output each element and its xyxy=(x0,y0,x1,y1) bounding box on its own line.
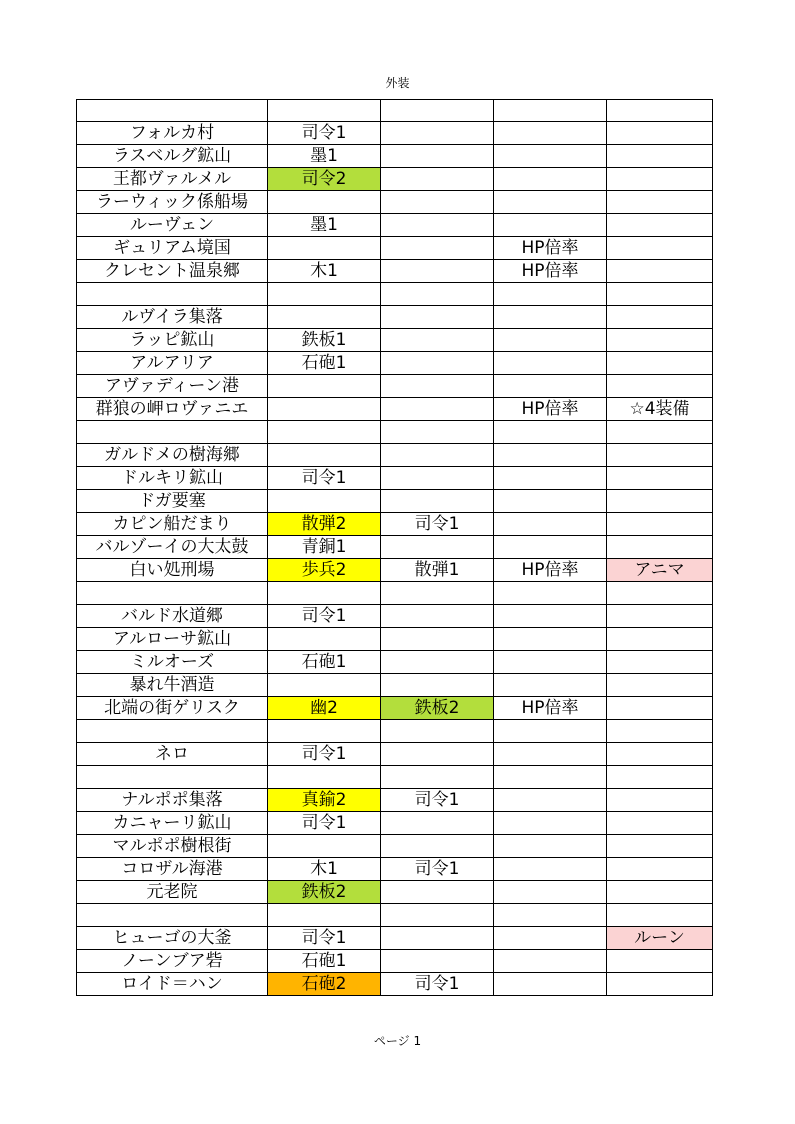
value-cell: ☆4装備 xyxy=(607,398,713,421)
value-cell xyxy=(607,582,713,605)
value-cell xyxy=(381,260,494,283)
value-cell: 真鍮2 xyxy=(268,789,381,812)
page-header: 外装 xyxy=(385,76,410,90)
table-row xyxy=(77,237,713,260)
value-cell xyxy=(268,191,381,214)
value-cell xyxy=(607,145,713,168)
value-cell xyxy=(494,467,607,490)
location-name-cell: カピン船だまり xyxy=(77,513,268,536)
value-cell xyxy=(607,789,713,812)
value-cell: HP倍率 xyxy=(494,237,607,260)
value-cell xyxy=(268,628,381,651)
value-cell: 石砲2 xyxy=(268,973,381,996)
value-cell xyxy=(494,973,607,996)
location-name-cell: ノーンブア砦 xyxy=(77,950,268,973)
value-cell: 司令1 xyxy=(268,812,381,835)
value-cell: HP倍率 xyxy=(494,559,607,582)
value-cell: 司令1 xyxy=(268,605,381,628)
value-cell: 歩兵2 xyxy=(268,559,381,582)
value-cell: HP倍率 xyxy=(494,398,607,421)
value-cell xyxy=(381,490,494,513)
value-cell xyxy=(607,881,713,904)
value-cell: 青銅1 xyxy=(268,536,381,559)
value-cell xyxy=(381,237,494,260)
value-cell xyxy=(494,352,607,375)
value-cell xyxy=(494,950,607,973)
location-name-cell: バルゾーイの大太鼓 xyxy=(77,536,268,559)
table-row xyxy=(77,306,713,329)
value-cell xyxy=(381,444,494,467)
table-row xyxy=(77,812,713,835)
value-cell xyxy=(607,651,713,674)
value-cell xyxy=(268,835,381,858)
value-cell xyxy=(607,605,713,628)
location-name-cell xyxy=(77,582,268,605)
value-cell xyxy=(607,858,713,881)
value-cell xyxy=(381,674,494,697)
value-cell xyxy=(494,283,607,306)
value-cell xyxy=(268,237,381,260)
location-name-cell: 元老院 xyxy=(77,881,268,904)
table-row xyxy=(77,467,713,490)
value-cell: 散弾1 xyxy=(381,559,494,582)
table-row xyxy=(77,444,713,467)
value-cell xyxy=(494,743,607,766)
value-cell: 石砲1 xyxy=(268,352,381,375)
value-cell xyxy=(381,398,494,421)
table-row xyxy=(77,651,713,674)
value-cell: 墨1 xyxy=(268,145,381,168)
location-name-cell xyxy=(77,720,268,743)
value-cell xyxy=(494,904,607,927)
value-cell xyxy=(607,352,713,375)
location-name-cell: 暴れ牛酒造 xyxy=(77,674,268,697)
value-cell xyxy=(607,490,713,513)
value-cell xyxy=(494,122,607,145)
value-cell xyxy=(381,191,494,214)
value-cell xyxy=(494,674,607,697)
table-row xyxy=(77,375,713,398)
value-cell xyxy=(607,467,713,490)
table-row xyxy=(77,904,713,927)
value-cell xyxy=(494,329,607,352)
table-row xyxy=(77,513,713,536)
value-cell xyxy=(607,168,713,191)
value-cell xyxy=(607,214,713,237)
table-row xyxy=(77,927,713,950)
value-cell xyxy=(381,122,494,145)
table-row xyxy=(77,329,713,352)
value-cell xyxy=(268,306,381,329)
table-row xyxy=(77,490,713,513)
spreadsheet-table xyxy=(76,99,713,996)
table-row xyxy=(77,789,713,812)
table-row xyxy=(77,697,713,720)
value-cell xyxy=(607,950,713,973)
location-name-cell xyxy=(77,766,268,789)
value-cell xyxy=(607,720,713,743)
value-cell: 鉄板2 xyxy=(268,881,381,904)
value-cell: 石砲1 xyxy=(268,950,381,973)
table-row xyxy=(77,628,713,651)
value-cell xyxy=(381,168,494,191)
value-cell xyxy=(381,881,494,904)
table-row xyxy=(77,260,713,283)
value-cell xyxy=(494,927,607,950)
value-cell xyxy=(607,835,713,858)
value-cell xyxy=(494,168,607,191)
value-cell: 司令1 xyxy=(268,927,381,950)
value-cell xyxy=(381,720,494,743)
value-cell xyxy=(381,743,494,766)
value-cell xyxy=(381,835,494,858)
location-name-cell: バルド水道郷 xyxy=(77,605,268,628)
location-name-cell: ガルドメの樹海郷 xyxy=(77,444,268,467)
table-row xyxy=(77,398,713,421)
value-cell xyxy=(268,283,381,306)
value-cell xyxy=(494,582,607,605)
value-cell xyxy=(494,628,607,651)
value-cell xyxy=(381,651,494,674)
value-cell xyxy=(494,145,607,168)
location-name-cell xyxy=(77,421,268,444)
value-cell xyxy=(381,812,494,835)
location-name-cell: 群狼の岬ロヴァニエ xyxy=(77,398,268,421)
value-cell xyxy=(494,490,607,513)
value-cell xyxy=(607,674,713,697)
value-cell xyxy=(381,329,494,352)
value-cell: HP倍率 xyxy=(494,697,607,720)
location-name-cell: ドルキリ鉱山 xyxy=(77,467,268,490)
table-row xyxy=(77,421,713,444)
location-name-cell: ドガ要塞 xyxy=(77,490,268,513)
table-row xyxy=(77,214,713,237)
value-cell: 鉄板1 xyxy=(268,329,381,352)
value-cell: HP倍率 xyxy=(494,260,607,283)
value-cell xyxy=(607,697,713,720)
table-row xyxy=(77,100,713,122)
value-cell xyxy=(494,421,607,444)
value-cell: 司令1 xyxy=(381,789,494,812)
value-cell: アニマ xyxy=(607,559,713,582)
value-cell xyxy=(607,743,713,766)
table-row xyxy=(77,145,713,168)
value-cell xyxy=(494,651,607,674)
value-cell xyxy=(381,927,494,950)
value-cell: 鉄板2 xyxy=(381,697,494,720)
value-cell xyxy=(607,260,713,283)
location-name-cell: マルポポ樹根街 xyxy=(77,835,268,858)
table-row xyxy=(77,973,713,996)
table-row xyxy=(77,559,713,582)
value-cell xyxy=(607,904,713,927)
value-cell: 司令1 xyxy=(268,467,381,490)
value-cell xyxy=(381,306,494,329)
location-name-cell: 北端の街ゲリスク xyxy=(77,697,268,720)
value-cell: 司令1 xyxy=(381,858,494,881)
value-cell xyxy=(494,881,607,904)
location-name-cell: コロザル海港 xyxy=(77,858,268,881)
table-row xyxy=(77,122,713,145)
table-row xyxy=(77,766,713,789)
location-name-cell: アヴァディーン港 xyxy=(77,375,268,398)
table-row xyxy=(77,283,713,306)
value-cell xyxy=(494,536,607,559)
value-cell xyxy=(607,329,713,352)
value-cell xyxy=(381,605,494,628)
value-cell xyxy=(494,191,607,214)
value-cell xyxy=(494,375,607,398)
location-name-cell: ルヴイラ集落 xyxy=(77,306,268,329)
location-name-cell: フォルカ村 xyxy=(77,122,268,145)
location-name-cell: ミルオーズ xyxy=(77,651,268,674)
value-cell: 幽2 xyxy=(268,697,381,720)
value-cell xyxy=(494,100,607,122)
location-name-cell: 王都ヴァルメル xyxy=(77,168,268,191)
value-cell xyxy=(607,191,713,214)
value-cell xyxy=(381,950,494,973)
table-row xyxy=(77,352,713,375)
value-cell: 散弾2 xyxy=(268,513,381,536)
value-cell xyxy=(494,214,607,237)
value-cell: 石砲1 xyxy=(268,651,381,674)
value-cell xyxy=(381,100,494,122)
value-cell xyxy=(607,536,713,559)
value-cell xyxy=(268,421,381,444)
value-cell: 木1 xyxy=(268,858,381,881)
value-cell: 木1 xyxy=(268,260,381,283)
table-row xyxy=(77,191,713,214)
value-cell xyxy=(607,444,713,467)
location-name-cell: ナルポポ集落 xyxy=(77,789,268,812)
value-cell xyxy=(607,237,713,260)
value-cell xyxy=(268,904,381,927)
value-cell xyxy=(381,536,494,559)
value-cell xyxy=(607,100,713,122)
value-cell: ルーン xyxy=(607,927,713,950)
value-cell xyxy=(381,582,494,605)
value-cell: 墨1 xyxy=(268,214,381,237)
value-cell xyxy=(494,444,607,467)
location-name-cell: クレセント温泉郷 xyxy=(77,260,268,283)
value-cell xyxy=(607,421,713,444)
value-cell: 司令1 xyxy=(268,743,381,766)
value-cell xyxy=(607,973,713,996)
value-cell xyxy=(268,674,381,697)
location-name-cell xyxy=(77,904,268,927)
value-cell xyxy=(607,283,713,306)
value-cell xyxy=(607,122,713,145)
value-cell: 司令1 xyxy=(381,513,494,536)
value-cell xyxy=(381,352,494,375)
value-cell xyxy=(268,444,381,467)
table-row xyxy=(77,168,713,191)
value-cell xyxy=(494,766,607,789)
value-cell xyxy=(381,214,494,237)
value-cell xyxy=(494,306,607,329)
value-cell xyxy=(381,904,494,927)
table-row xyxy=(77,582,713,605)
location-name-cell: ラスベルグ鉱山 xyxy=(77,145,268,168)
value-cell xyxy=(381,628,494,651)
value-cell xyxy=(268,766,381,789)
value-cell xyxy=(607,766,713,789)
location-name-cell: ネロ xyxy=(77,743,268,766)
value-cell xyxy=(381,375,494,398)
location-name-cell: カニャーリ鉱山 xyxy=(77,812,268,835)
value-cell xyxy=(381,766,494,789)
value-cell xyxy=(268,100,381,122)
location-name-cell: ラーウィック係船場 xyxy=(77,191,268,214)
location-name-cell: ギュリアム境国 xyxy=(77,237,268,260)
value-cell xyxy=(607,375,713,398)
value-cell: 司令1 xyxy=(381,973,494,996)
location-name-cell: アルローサ鉱山 xyxy=(77,628,268,651)
table-row xyxy=(77,720,713,743)
table-row xyxy=(77,536,713,559)
location-name-cell: 白い処刑場 xyxy=(77,559,268,582)
table-row xyxy=(77,835,713,858)
value-cell xyxy=(607,812,713,835)
value-cell xyxy=(607,306,713,329)
value-cell xyxy=(381,421,494,444)
value-cell xyxy=(268,582,381,605)
value-cell xyxy=(494,605,607,628)
value-cell xyxy=(494,789,607,812)
table-row xyxy=(77,858,713,881)
value-cell xyxy=(381,145,494,168)
value-cell xyxy=(268,490,381,513)
value-cell xyxy=(494,835,607,858)
value-cell xyxy=(494,513,607,536)
table-row xyxy=(77,950,713,973)
table-row xyxy=(77,674,713,697)
value-cell: 司令1 xyxy=(268,122,381,145)
location-name-cell xyxy=(77,100,268,122)
location-name-cell xyxy=(77,283,268,306)
value-cell xyxy=(607,513,713,536)
value-cell xyxy=(268,720,381,743)
location-name-cell: ロイド＝ハン xyxy=(77,973,268,996)
location-name-cell: ヒューゴの大釜 xyxy=(77,927,268,950)
value-cell xyxy=(607,628,713,651)
value-cell xyxy=(381,283,494,306)
location-name-cell: ルーヴェン xyxy=(77,214,268,237)
table-row xyxy=(77,743,713,766)
value-cell xyxy=(381,467,494,490)
value-cell xyxy=(268,375,381,398)
value-cell xyxy=(494,812,607,835)
value-cell xyxy=(268,398,381,421)
page-footer: ページ 1 xyxy=(373,1034,422,1048)
value-cell xyxy=(494,720,607,743)
value-cell: 司令2 xyxy=(268,168,381,191)
location-name-cell: ラッピ鉱山 xyxy=(77,329,268,352)
location-name-cell: アルアリア xyxy=(77,352,268,375)
value-cell xyxy=(494,858,607,881)
table-row xyxy=(77,605,713,628)
table-row xyxy=(77,881,713,904)
